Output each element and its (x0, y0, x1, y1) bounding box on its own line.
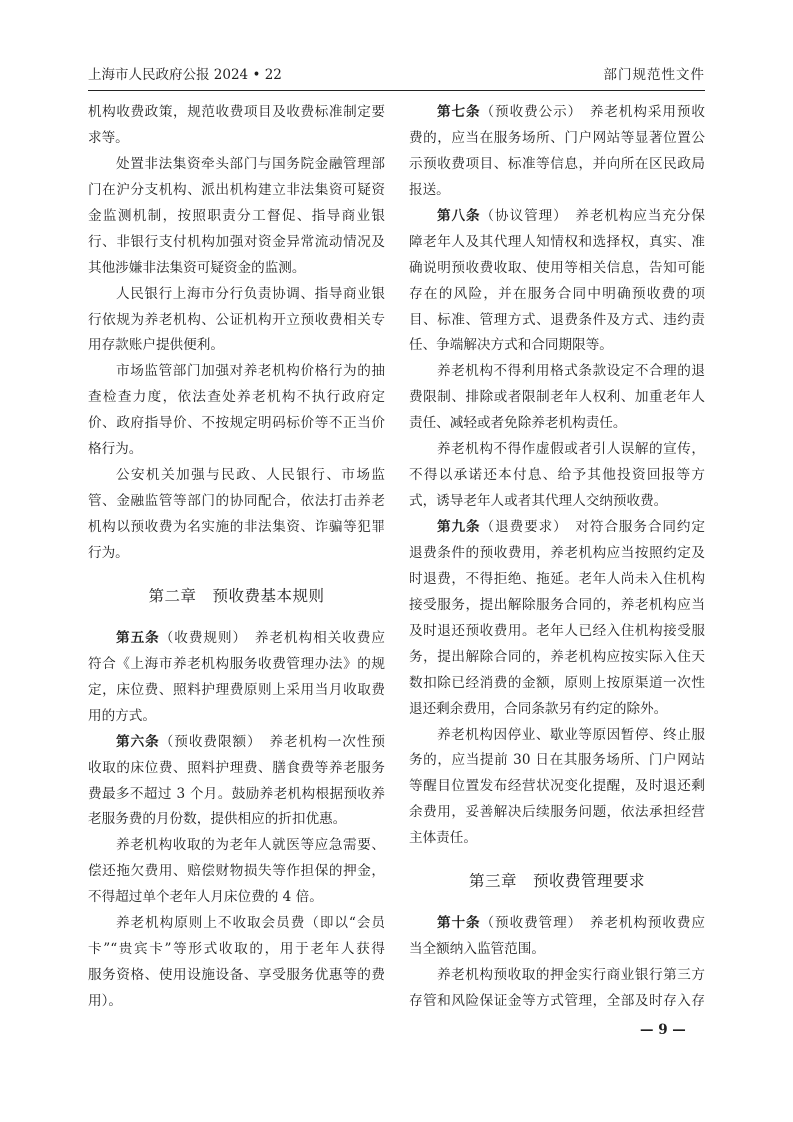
page-number: — 9 — (640, 1022, 686, 1038)
text-line: 机构以预收费为名实施的非法集资、诈骗等犯罪 (88, 519, 385, 535)
text-line (88, 626, 385, 652)
article-text: （预收费限额） 养老机构一次性预 (159, 733, 385, 750)
text-line: 及时退还预收费用。老年人已经入住机构接受服 (409, 622, 705, 639)
article-number: 第九条 (437, 519, 481, 535)
running-header-section: 部门规范性文件 (603, 67, 705, 83)
text-line: 当全额纳入监管范围。 (409, 941, 545, 958)
article-paragraph (409, 100, 705, 204)
article-paragraph (409, 204, 705, 360)
paragraph (409, 963, 705, 1015)
paragraph (88, 152, 385, 282)
text-line (409, 515, 705, 541)
paragraph (88, 359, 385, 463)
text-line: 管、金融监管等部门的协同配合，依法打击养老 (88, 493, 385, 510)
text-line: 费的，应当在服务场所、门户网站等显著位置公 (409, 129, 705, 146)
text-line: 处置非法集资牵头部门与国务院金融管理部 (116, 155, 385, 172)
text-line: 示预收费项目、标准等信息，并向所在区民政局 (409, 155, 705, 172)
text-line: 其他涉嫌非法集资可疑资金的监测。 (88, 259, 306, 276)
text-line: 行依规为养老机构、公证机构开立预收费相关专 (88, 311, 385, 328)
text-line: 卡”“贵宾卡”等形式收取的，用于老年人获得 (88, 941, 385, 958)
text-line: 不得超过单个老年人月床位费的 4 倍。 (88, 889, 323, 906)
text-line: 求等。 (88, 129, 129, 146)
text-line: 主体责任。 (409, 830, 477, 847)
text-line: 务的，应当提前 30 日在其服务场所、门户网站 (409, 752, 705, 769)
article-paragraph (88, 730, 385, 834)
text-line: 行、非银行支付机构加强对资金异常流动情况及 (88, 233, 385, 250)
text-line: 存管和风险保证金等方式管理，全部及时存入存 (409, 993, 705, 1009)
text-line: 时退费，不得拒绝、拖延。老年人尚未入住机构 (409, 570, 705, 587)
paragraph (88, 100, 385, 152)
article-text: （预收费公示） 养老机构采用预收 (480, 104, 706, 120)
text-line: 确说明预收费收取、使用等相关信息，告知可能 (409, 259, 705, 276)
text-line: 存在的风险，并在服务合同中明确预收费的项 (409, 285, 705, 302)
text-line: 门在沪分支机构、派出机构建立非法集资可疑资 (88, 181, 385, 198)
text-line (409, 911, 705, 937)
text-line: 用的方式。 (88, 707, 156, 724)
chapter-heading: 第二章 预收费基本规则 (148, 586, 325, 605)
text-line: 符合《上海市养老机构服务收费管理办法》的规 (88, 655, 385, 672)
text-line: 偿还拖欠费用、赔偿财物损失等作担保的押金， (88, 863, 385, 880)
text-line: 任、争端解决方式和合同期限等。 (409, 337, 613, 354)
text-line: 机构收费政策，规范收费项目及收费标准制定要 (88, 104, 385, 120)
text-line: 养老机构不得利用格式条款设定不合理的退 (437, 363, 705, 380)
article-paragraph (409, 911, 705, 963)
text-line: 费最多不超过 3 个月。鼓励养老机构根据预收养 (88, 785, 385, 802)
text-line: 公安机关加强与民政、人民银行、市场监 (116, 467, 385, 484)
text-line: 收取的床位费、照料护理费、膳食费等养老服务 (88, 759, 385, 776)
text-line: 格行为。 (88, 441, 143, 458)
text-line: 查检查力度，依法查处养老机构不执行政府定 (88, 389, 385, 406)
text-line: 务，提出解除合同的，养老机构应按实际入住天 (409, 648, 705, 665)
article-text: （收费规则） 养老机构相关收费应 (159, 629, 385, 646)
text-line: 用）。 (88, 993, 122, 1009)
paragraph (409, 723, 705, 853)
article-text: （预收费管理） 养老机构预收费应 (480, 915, 706, 932)
text-line: 余费用，妥善解决后续服务问题，依法承担经营 (409, 804, 705, 821)
text-line: 接受服务，提出解除服务合同的，养老机构应当 (409, 596, 705, 613)
article-number: 第六条 (116, 733, 160, 750)
text-line: 养老机构不得作虚假或者引人误解的宣传， (437, 441, 705, 458)
article-number: 第十条 (437, 915, 481, 932)
text-line: 报送。 (409, 181, 450, 198)
left-column (88, 100, 385, 1015)
paragraph (409, 437, 705, 515)
article-paragraph (88, 626, 385, 730)
text-line: 养老机构原则上不收取会员费（即以“会员 (116, 915, 385, 932)
article-text: （协议管理） 养老机构应当充分保 (480, 207, 706, 224)
text-line: 障老年人及其代理人知情权和选择权，真实、准 (409, 233, 705, 250)
paragraph (88, 463, 385, 567)
text-line: 数扣除已经消费的金额，原则上按原渠道一次性 (409, 674, 705, 691)
text-line: 服务资格、使用设施设备、享受服务优惠等的费 (88, 967, 385, 984)
running-header-title: 上海市人民政府公报 2024 • 22 (88, 67, 282, 83)
right-column (409, 100, 705, 1015)
text-line (409, 204, 705, 230)
paragraph (88, 833, 385, 911)
text-line: 养老机构因停业、歇业等原因暂停、终止服 (437, 726, 705, 743)
text-line: 式，诱导老年人或者其代理人交纳预收费。 (409, 493, 668, 510)
text-line: 金监测机制，按照职责分工督促、指导商业银 (88, 207, 385, 224)
chapter-heading: 第三章 预收费管理要求 (468, 872, 645, 891)
text-line (409, 100, 705, 126)
header-rule (88, 90, 705, 91)
text-line: 责任、减轻或者免除养老机构责任。 (409, 415, 627, 432)
article-text: （退费要求） 对符合服务合同约定 (480, 519, 706, 535)
text-line (88, 730, 385, 756)
text-line: 行为。 (88, 544, 129, 561)
text-line: 用存款账户提供便利。 (88, 337, 224, 354)
text-line: 目、标准、管理方式、退费条件及方式、违约责 (409, 311, 705, 328)
text-line: 老服务费的月份数，提供相应的折扣优惠。 (88, 811, 347, 828)
text-line: 价、政府指导价、不按规定明码标价等不正当价 (88, 415, 385, 432)
article-paragraph (409, 515, 705, 723)
paragraph (88, 282, 385, 360)
text-line: 市场监管部门加强对养老机构价格行为的抽 (116, 363, 385, 380)
text-line: 不得以承诺还本付息、给予其他投资回报等方 (409, 467, 705, 484)
text-line: 养老机构收取的为老年人就医等应急需要、 (116, 837, 385, 854)
text-line: 费限制、排除或者限制老年人权利、加重老年人 (409, 389, 705, 406)
article-number: 第七条 (437, 104, 481, 120)
paragraph (409, 359, 705, 437)
text-line: 养老机构预收取的押金实行商业银行第三方 (437, 967, 705, 984)
text-line: 退费条件的预收费用，养老机构应当按照约定及 (409, 544, 705, 561)
text-line: 退还剩余费用，合同条款另有约定的除外。 (409, 700, 668, 717)
article-number: 第五条 (116, 629, 160, 646)
article-number: 第八条 (437, 207, 481, 224)
text-line: 等醒目位置发布经营状况变化提醒，及时退还剩 (409, 778, 705, 795)
paragraph (88, 911, 385, 1015)
text-line: 定，床位费、照料护理费原则上采用当月收取费 (88, 681, 385, 698)
text-line: 人民银行上海市分行负责协调、指导商业银 (116, 285, 385, 302)
